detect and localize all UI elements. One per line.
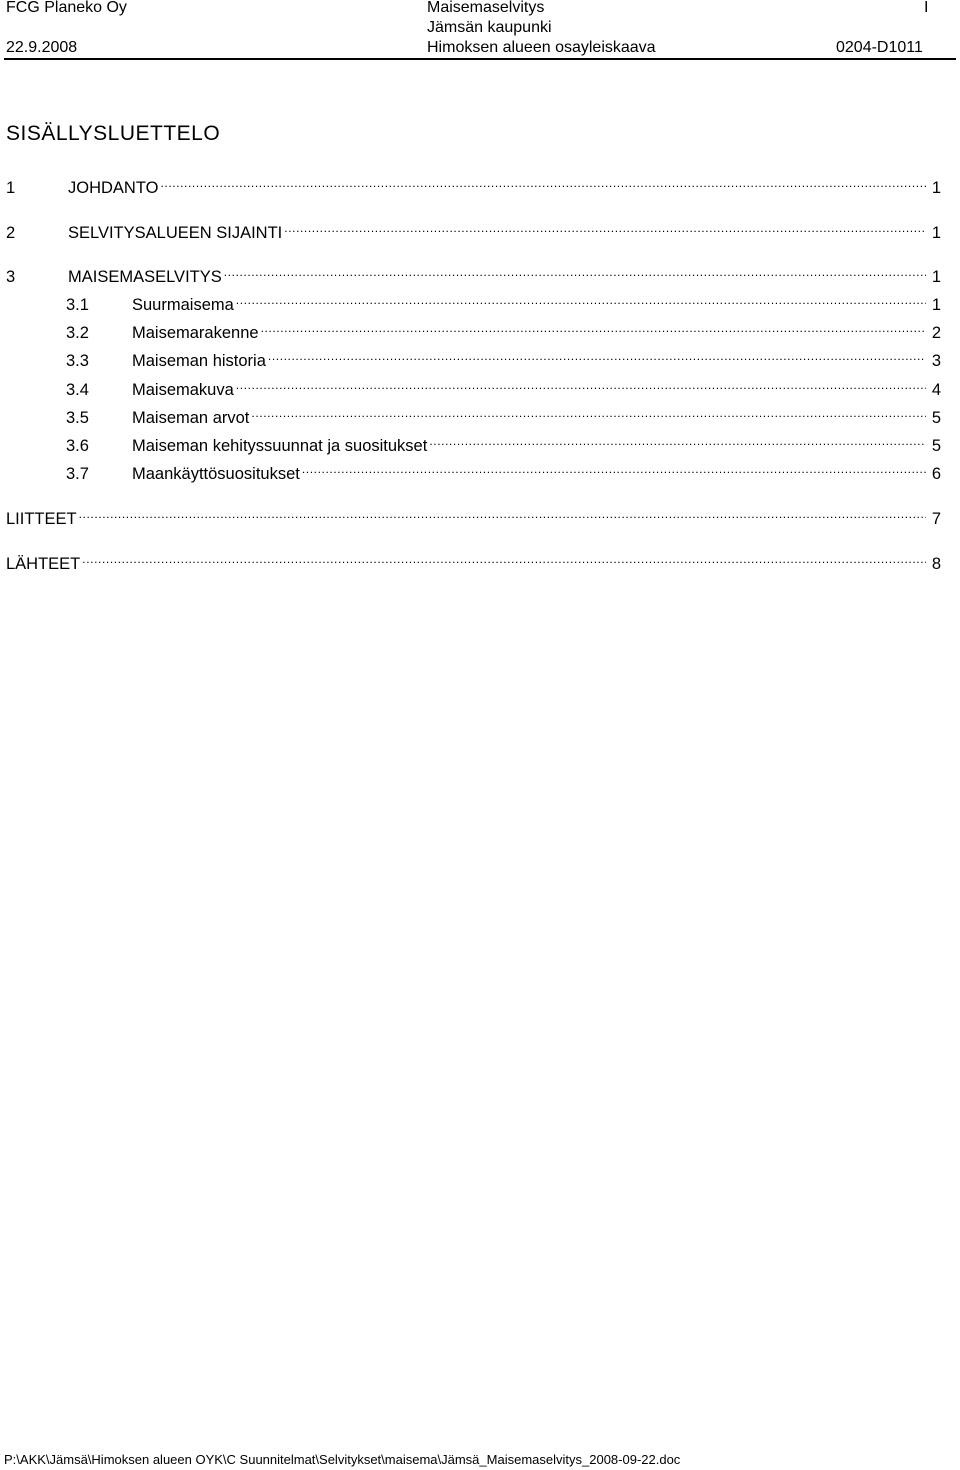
toc-entry-page: 8 [931,555,941,573]
toc-entry-page: 3 [931,352,941,370]
toc-entry-page: 6 [931,465,941,483]
toc-entry-number: 2 [6,224,16,242]
toc-entry-label: Maiseman historia [132,352,266,370]
toc-entry-page: 1 [931,179,941,197]
dot-leader [261,316,926,338]
toc-entry[interactable] [66,457,941,483]
toc-entry-number: 1 [6,179,16,197]
toc-entry-label: LÄHTEET [6,555,81,573]
toc-entry-page: 7 [931,510,941,528]
toc-entry-page: 1 [931,268,941,286]
toc-entry-label: Maiseman kehityssuunnat ja suositukset [132,437,428,455]
toc-entry[interactable] [6,171,941,197]
toc-entry-number: 3 [6,268,16,286]
toc-entry-number: 3.1 [66,296,89,314]
toc-title: SISÄLLYSLUETTELO [6,122,221,145]
toc-entry-label: MAISEMASELVITYS [68,268,222,286]
dot-leader [268,344,926,366]
dot-leader [224,260,926,282]
toc-entry[interactable] [66,429,941,455]
toc-entry-label: Maisemakuva [132,381,234,399]
project-name: Himoksen alueen osayleiskaava [427,39,656,56]
toc-entry[interactable] [66,401,941,427]
toc-entry-page: 5 [931,409,941,427]
toc-entry[interactable] [66,373,941,399]
toc-entry-number: 3.4 [66,381,89,399]
toc-entry-label: Maisemarakenne [132,324,259,342]
toc-entry-number: 3.6 [66,437,89,455]
page-header [0,0,960,62]
toc-entry-number: 3.2 [66,324,89,342]
toc-entry-label: Suurmaisema [132,296,234,314]
toc-entry-label: Maankäyttösuositukset [132,465,300,483]
toc-entry-page: 5 [931,437,941,455]
page-marker: I [924,0,929,16]
toc-entry[interactable] [6,216,941,242]
city-name: Jämsän kaupunki [427,19,552,36]
toc-entry-number: 3.3 [66,352,89,370]
toc-entry-number: 3.7 [66,465,89,483]
project-code: 0204-D1011 [836,39,923,56]
toc-entry[interactable] [6,260,941,286]
company-name: FCG Planeko Oy [6,0,127,16]
dot-leader [302,457,926,479]
toc-entry-page: 2 [931,324,941,342]
toc-entry[interactable] [6,502,941,528]
dot-leader [251,401,925,423]
toc-entry-label: SELVITYSALUEEN SIJAINTI [68,224,283,242]
toc-entry-page: 1 [931,296,941,314]
toc-entry-label: Maiseman arvot [132,409,250,427]
dot-leader [82,547,926,569]
dot-leader [79,502,926,524]
footer-file-path: P:\AKK\Jämsä\Himoksen alueen OYK\C Suunnitelmat\Selvitykset\maisema\Jämsä_Maisemaselvitys_2008-09-22.doc [4,1452,681,1467]
toc-entry[interactable] [66,344,941,370]
toc-entry[interactable] [66,288,941,314]
toc-entry[interactable] [6,547,941,573]
dot-leader [236,373,926,395]
document-date: 22.9.2008 [6,39,78,56]
toc-entry-page: 4 [931,381,941,399]
dot-leader [284,216,926,238]
header-divider [4,58,956,60]
dot-leader [160,171,925,193]
toc-entry-page: 1 [931,224,941,242]
toc-entry-label: JOHDANTO [68,179,159,197]
toc-entry-label: LIITTEET [6,510,77,528]
toc-entry[interactable] [66,316,941,342]
toc-entry-number: 3.5 [66,409,89,427]
dot-leader [236,288,926,310]
document-type: Maisemaselvitys [427,0,545,16]
dot-leader [429,429,925,451]
